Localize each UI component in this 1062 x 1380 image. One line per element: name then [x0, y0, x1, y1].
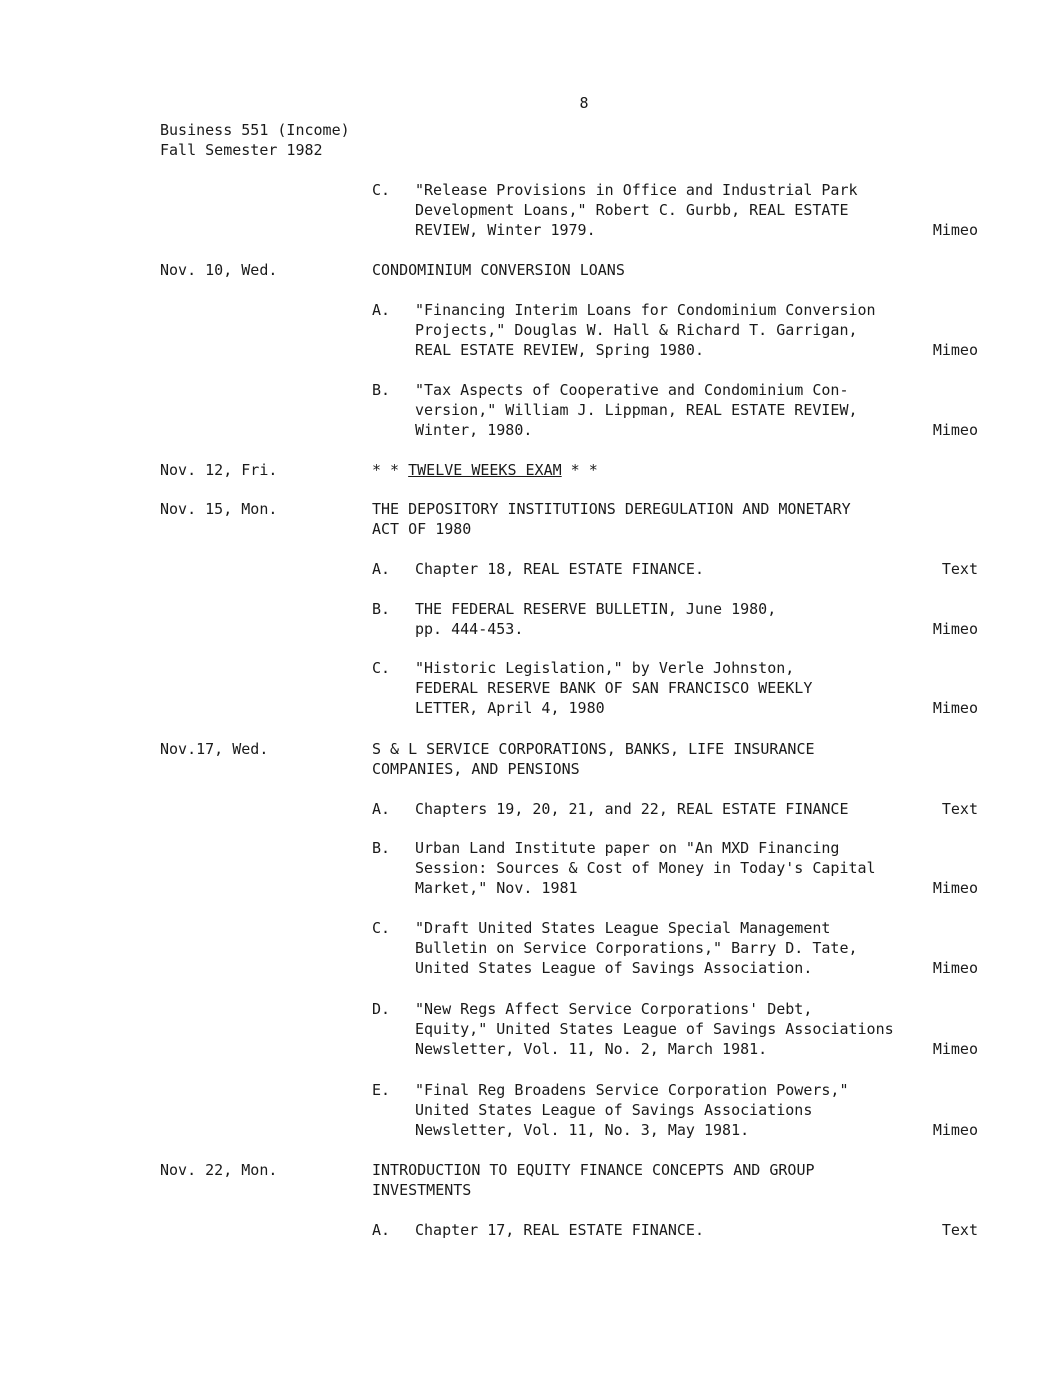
- item-letter: A.: [372, 301, 391, 319]
- exam-suffix: * *: [561, 461, 598, 479]
- item-citation: "Financing Interim Loans for Condominium Conversion Projects," Douglas W. Hall & Richard T. Garrigan, REAL ESTATE REVIEW, Spring 1980.: [415, 301, 876, 359]
- item-letter: B.: [372, 381, 391, 399]
- item-format: Mimeo: [932, 1121, 978, 1139]
- item-format: Mimeo: [932, 699, 978, 717]
- item-citation: THE FEDERAL RESERVE BULLETIN, June 1980, pp. 444-453.: [415, 600, 777, 638]
- reading-item: [372, 559, 978, 579]
- session-date: Nov. 15, Mon.: [160, 500, 278, 518]
- item-citation: "Draft United States League Special Management Bulletin on Service Corporations," Barry D. Tate, United States League of Savings Association.: [415, 919, 858, 977]
- reading-item: [372, 999, 978, 1059]
- item-citation: "New Regs Affect Service Corporations' Debt, Equity," United States League of Savings Associations Newsletter, Vol. 11, No. 2, March 1981.: [415, 1000, 894, 1058]
- item-format: Mimeo: [932, 959, 978, 977]
- session-date: Nov. 22, Mon.: [160, 1161, 278, 1179]
- item-letter: A.: [372, 1221, 391, 1239]
- reading-item: [372, 918, 978, 978]
- item-format: Text: [941, 800, 978, 818]
- item-citation: "Release Provisions in Office and Industrial Park Development Loans," Robert C. Gurbb, REAL ESTATE REVIEW, Winter 1979.: [415, 181, 858, 239]
- exam-prefix: * *: [372, 461, 409, 479]
- session-topic: INTRODUCTION TO EQUITY FINANCE CONCEPTS AND GROUP INVESTMENTS: [372, 1161, 815, 1199]
- item-letter: B.: [372, 839, 391, 857]
- reading-item: [372, 1220, 978, 1240]
- page-number: 8: [579, 94, 589, 112]
- item-letter: B.: [372, 600, 391, 618]
- item-citation: "Historic Legislation," by Verle Johnston, FEDERAL RESERVE BANK OF SAN FRANCISCO WEEKLY LETTER, April 4, 1980: [415, 659, 813, 717]
- semester: Fall Semester 1982: [160, 141, 323, 159]
- item-format: Mimeo: [932, 341, 978, 359]
- item-letter: D.: [372, 1000, 391, 1018]
- reading-item: [372, 300, 978, 360]
- item-format: Mimeo: [932, 221, 978, 239]
- item-citation: Chapter 18, REAL ESTATE FINANCE.: [415, 560, 704, 578]
- item-citation: "Final Reg Broadens Service Corporation Powers," United States League of Savings Associations Newsletter, Vol. 11, No. 3, May 1981.: [415, 1081, 849, 1139]
- reading-item: [372, 658, 978, 718]
- session-topic: S & L SERVICE CORPORATIONS, BANKS, LIFE INSURANCE COMPANIES, AND PENSIONS: [372, 740, 815, 778]
- item-format: Mimeo: [932, 620, 978, 638]
- reading-item: [372, 180, 978, 240]
- session-date: Nov. 12, Fri.: [160, 461, 278, 479]
- reading-item: [372, 1080, 978, 1140]
- session-topic: CONDOMINIUM CONVERSION LOANS: [372, 261, 625, 279]
- reading-item: [372, 799, 978, 819]
- item-citation: Chapter 17, REAL ESTATE FINANCE.: [415, 1221, 704, 1239]
- item-letter: A.: [372, 560, 391, 578]
- reading-item: [372, 380, 978, 440]
- item-citation: Urban Land Institute paper on "An MXD Financing Session: Sources & Cost of Money in Today's Capital Market," Nov. 1981: [415, 839, 876, 897]
- item-letter: E.: [372, 1081, 391, 1099]
- item-format: Mimeo: [932, 879, 978, 897]
- exam-label: TWELVE WEEKS EXAM: [408, 461, 562, 479]
- reading-item: [372, 838, 978, 898]
- session-date: Nov. 10, Wed.: [160, 261, 278, 279]
- item-letter: C.: [372, 919, 391, 937]
- item-citation: Chapters 19, 20, 21, and 22, REAL ESTATE FINANCE: [415, 800, 849, 818]
- item-format: Mimeo: [932, 1040, 978, 1058]
- item-citation: "Tax Aspects of Cooperative and Condominium Con- version," William J. Lippman, REAL ESTATE REVIEW, Winter, 1980.: [415, 381, 858, 439]
- item-letter: C.: [372, 659, 391, 677]
- item-format: Mimeo: [932, 421, 978, 439]
- item-format: Text: [941, 1221, 978, 1239]
- course-title: Business 551 (Income): [160, 121, 350, 139]
- session-topic: THE DEPOSITORY INSTITUTIONS DEREGULATION AND MONETARY ACT OF 1980: [372, 500, 851, 538]
- item-format: Text: [941, 560, 978, 578]
- item-letter: A.: [372, 800, 391, 818]
- reading-item: [372, 599, 978, 639]
- document-header: [160, 120, 350, 160]
- item-letter: C.: [372, 181, 391, 199]
- exam-notice: [372, 460, 972, 480]
- session-date: Nov.17, Wed.: [160, 740, 269, 758]
